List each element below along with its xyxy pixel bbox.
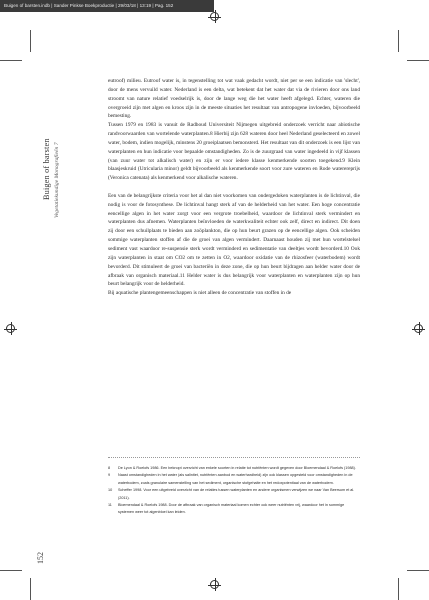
- footnote-number: 8: [108, 466, 111, 470]
- crop-mark-top-right-v: [398, 30, 399, 52]
- body-text: [108, 77, 360, 298]
- footnote-number: 10: [108, 488, 113, 493]
- footnote: [108, 487, 360, 502]
- footnote-text: Bloemendaal & Roelofs 1988. Door de afbraak van organisch materiaal komen echter ook weer nutriënten vrij, waardoor het in sommige systemen weer tot algenbloei kan leiden.: [118, 503, 345, 515]
- footnote-number: 9: [108, 473, 111, 478]
- registration-mark-top: [210, 12, 219, 21]
- footnote: [108, 472, 360, 487]
- footnotes: [108, 465, 360, 517]
- crop-mark-bottom-left-h: [0, 570, 22, 571]
- footnote-text: De Lyon & Roelofs 1986. Een beknopt overzicht van enkele soorten in relatie tot nutriënten wordt gegeven door Bloemendaal & Roelofs (1988).: [118, 466, 356, 470]
- crop-mark-top-left-h: [0, 60, 22, 61]
- footnote-rule: [108, 457, 360, 458]
- registration-mark-left: [6, 324, 15, 333]
- footnote: [108, 502, 360, 517]
- crop-mark-bottom-right-v: [398, 578, 399, 600]
- paragraph: eutroof) milieu. Eutroof water is, in tegenstelling tot wat vaak gedacht wordt, niet per se een indicatie van 'slecht', door de mens vervuild water. Nederland is een delta, wat betekent dat het water dat via de rivieren door ons land stroomt van nature relatief voedselrijk is, door de lange weg die het water heeft afgelegd. Echter, wateren die overgroeid zijn met algen en kroos zijn in de meeste situaties het resultaat van antropogene invloeden, bijvoorbeeld bemesting.: [108, 78, 360, 120]
- paragraph: Tussen 1979 en 1983 is vanuit de Radboud Universiteit Nijmegen uitgebreid onderzoek verricht naar abiotische randvoorwaarden van wortelende waterplanten.8 Hierbij zijn 628 wateren door heel Nederland geselecteerd en zowel water, bodem, indien mogelijk, minstens 20 groeiplaatsen bemonsterd. Het resultaat van dit onderzoek is een lijst van waterplanten en hun indicatie voor bepaalde omstandigheden. Zo is de zuurgraad van water ingedeeld in vijf klassen (van zuur water tot alkalisch water) en zijn er voor iedere klasse kenmerkende soorten toegekend.9 Klein blaasjeskruid (Utricularia minor) geldt bijvoorbeeld als kenmerkende soort voor zure wateren en Rode waterereprijs (Veronica catenata) als kenmerkend voor alkalische wateren.: [108, 122, 360, 182]
- crop-mark-bottom-right-h: [407, 570, 429, 571]
- crop-mark-top-right-h: [407, 60, 429, 61]
- paragraph: Bij aquatische plantengemeenschappen is niet alleen de concentratie van stoffen in de: [108, 290, 292, 297]
- paragraph: Een van de belangrijkste criteria voor het al dan niet voorkomen van ondergedoken waterplanten is de lichtinval, die nodig is voor de fotosynthese. De lichtinval hangt sterk af van de helderheid van het water. Een hoge concentratie eencellige algen in het water zorgt voor een vergrote troebelheid, waardoor de lichtinval sterk vermindert en waterplanten dus afnemen. Waterplanten beïnvloeden de waterkwaliteit echter ook zelf, direct en indirect. Dit doen zij door een schuilplaats te bieden aan zoöplankton, die op hun beurt grazen op de eencellige algen. Ook scheiden sommige waterplanten stoffen af die de groei van algen vermindert. Daarnaast houden zij met hun wortelstelsel sediment vast waardoor re-suspensie sterk wordt verminderd en sedimentatie van deeltjes wordt bevorderd.10 Ook zijn waterplanten in staat om CO2 om te zetten in O2, waardoor oxidatie van de rhizosfeer (waterbodem) wordt bevorderd. Dit stimuleert de groei van bacteriën in deze zone, die op hun beurt bijdragen aan helder water door de afbraak van organisch materiaal.11 Helder water is dus belangrijk voor waterplanten en waterplanten zijn op hun beurt belangrijk voor de helderheid.: [108, 192, 360, 288]
- running-head-subtitle: Vegetatiekundige Monografieën 7: [54, 142, 60, 218]
- crop-mark-top-left-v: [30, 30, 31, 52]
- page-number: 152: [36, 552, 45, 564]
- registration-mark-right: [414, 324, 423, 333]
- crop-mark-bottom-left-v: [30, 578, 31, 600]
- footnote: [108, 465, 360, 472]
- footnote-number: 11: [108, 503, 112, 508]
- footnote-text: Naast omstandigheden in het water (als salinitet, nutriënten aanbod en waterhardheid) zijn ook klassen opgesteld voor omstandigheden in de waterbodem, zoals granulaire samenstelling van het sediment, organische stofgehalte en het redoxpotentiaal van de waterbodem.: [118, 473, 353, 485]
- running-head-title: Buigen of barsten: [42, 138, 51, 200]
- print-slug-line: Buigen of barsten.indb | Sander Pinkse Boekproductie | 29/03/18 | 13:19 | Pag. 152: [0, 0, 214, 12]
- footnote-text: Scheffer 1998. Voor een uitgebreid overzicht van de relaties tussen waterplanten en andere organismen verwijzen we naar Van Beersum et al. (2011).: [118, 488, 355, 500]
- registration-mark-bottom: [210, 580, 219, 589]
